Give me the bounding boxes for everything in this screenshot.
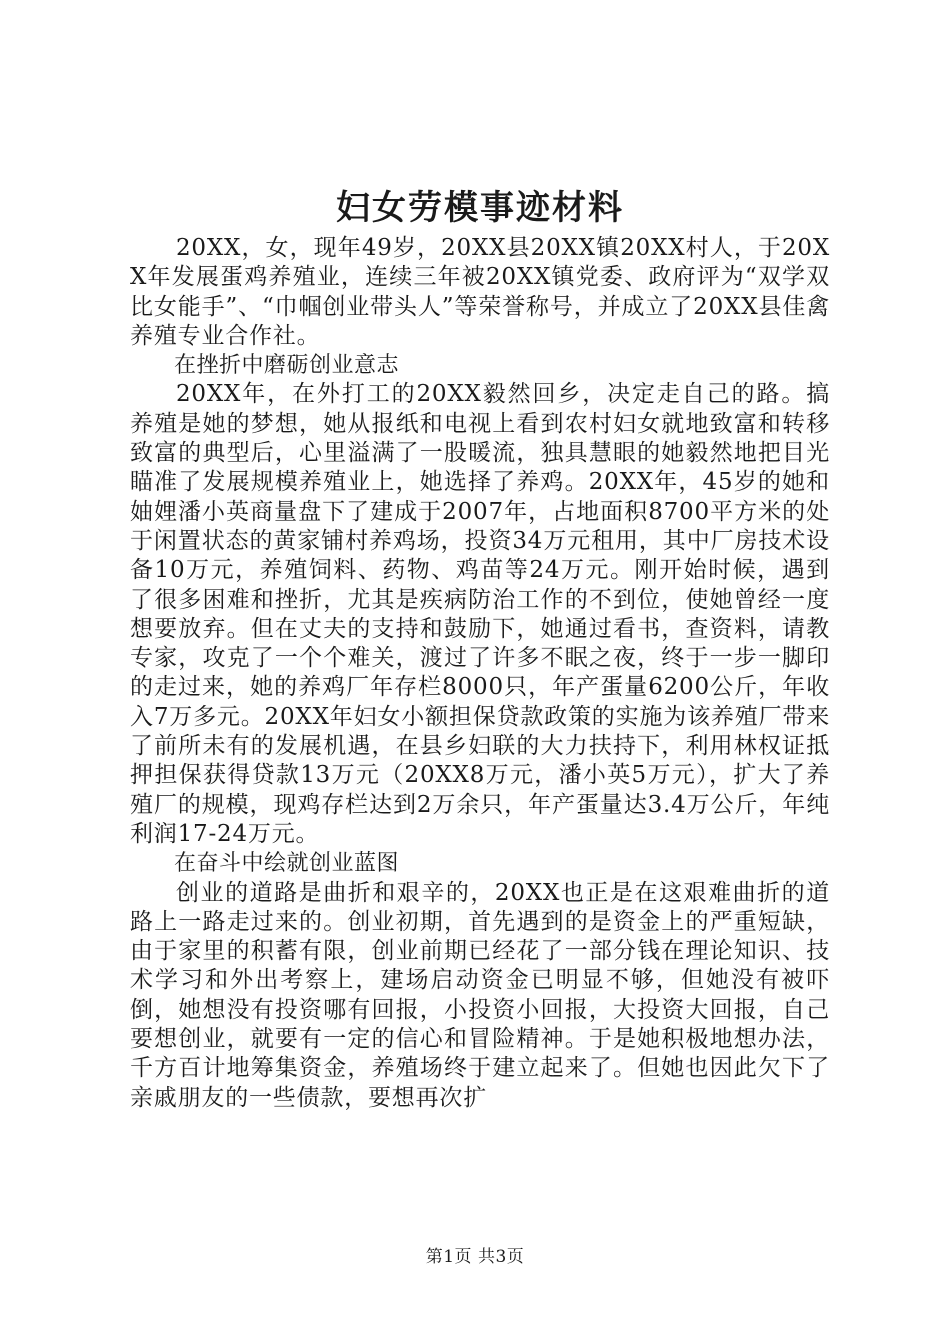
section-2-paragraph: 创业的道路是曲折和艰辛的，20XX也正是在这艰难曲折的道路上一路走过来的。创业初期，首先遇到的是资金上的严重短缺，由于家里的积蓄有限，创业前期已经花了一部分钱在理论知识、技术学习和外出考察上，建场启动资金已明显不够，但她没有被吓倒，她想没有投资哪有回报，小投资小回报，大投资大回报，自己要想创业，就要有一定的信心和冒险精神。于是她积极地想办法，千方百计地筹集资金，养殖场终于建立起来了。但她也因此欠下了亲戚朋友的一些债款，要想再次扩 (130, 879, 830, 1111)
document-title: 妇女劳模事迹材料 (336, 188, 624, 228)
section-1-paragraph: 20XX年，在外打工的20XX毅然回乡，决定走自己的路。搞养殖是她的梦想，她从报纸和电视上看到农村妇女就地致富和转移致富的典型后，心里溢满了一股暖流，独具慧眼的她毅然地把目光瞄准了发展规模养殖业上，她选择了养鸡。20XX年，45岁的她和妯娌潘小英商量盘下了建成于2007年，占地面积8700平方米的处于闲置状态的黄家铺村养鸡场，投资34万元租用，其中厂房技术设备10万元，养殖饲料、药物、鸡苗等24万元。刚开始时候，遇到了很多困难和挫折，尤其是疾病防治工作的不到位，使她曾经一度想要放弃。但在丈夫的支持和鼓励下，她通过看书，查资料，请教专家，攻克了一个个难关，渡过了许多不眠之夜，终于一步一脚印的走过来，她的养鸡厂年存栏8000只，年产蛋量6200公斤，年收入7万多元。20XX年妇女小额担保贷款政策的实施为该养殖厂带来了前所未有的发展机遇，在县乡妇联的大力扶持下，利用林权证抵押担保获得贷款13万元（20XX8万元，潘小英5万元），扩大了养殖厂的规模，现鸡存栏达到2万余只，年产蛋量达3.4万公斤，年纯利润17-24万元。 (130, 381, 830, 847)
document-body (130, 182, 830, 1113)
intro-paragraph: 20XX，女，现年49岁，20XX县20XX镇20XX村人，于20XX年发展蛋鸡养殖业，连续三年被20XX镇党委、政府评为“双学双比女能手”、“巾帼创业带头人”等荣誉称号，并成立了20XX县佳禽养殖专业合作社。 (130, 235, 830, 349)
section-heading-2: 在奋斗中绘就创业蓝图 (174, 851, 400, 877)
page-number-footer: 第1页 共3页 (425, 1247, 525, 1267)
section-heading-1: 在挫折中磨砺创业意志 (174, 353, 400, 379)
